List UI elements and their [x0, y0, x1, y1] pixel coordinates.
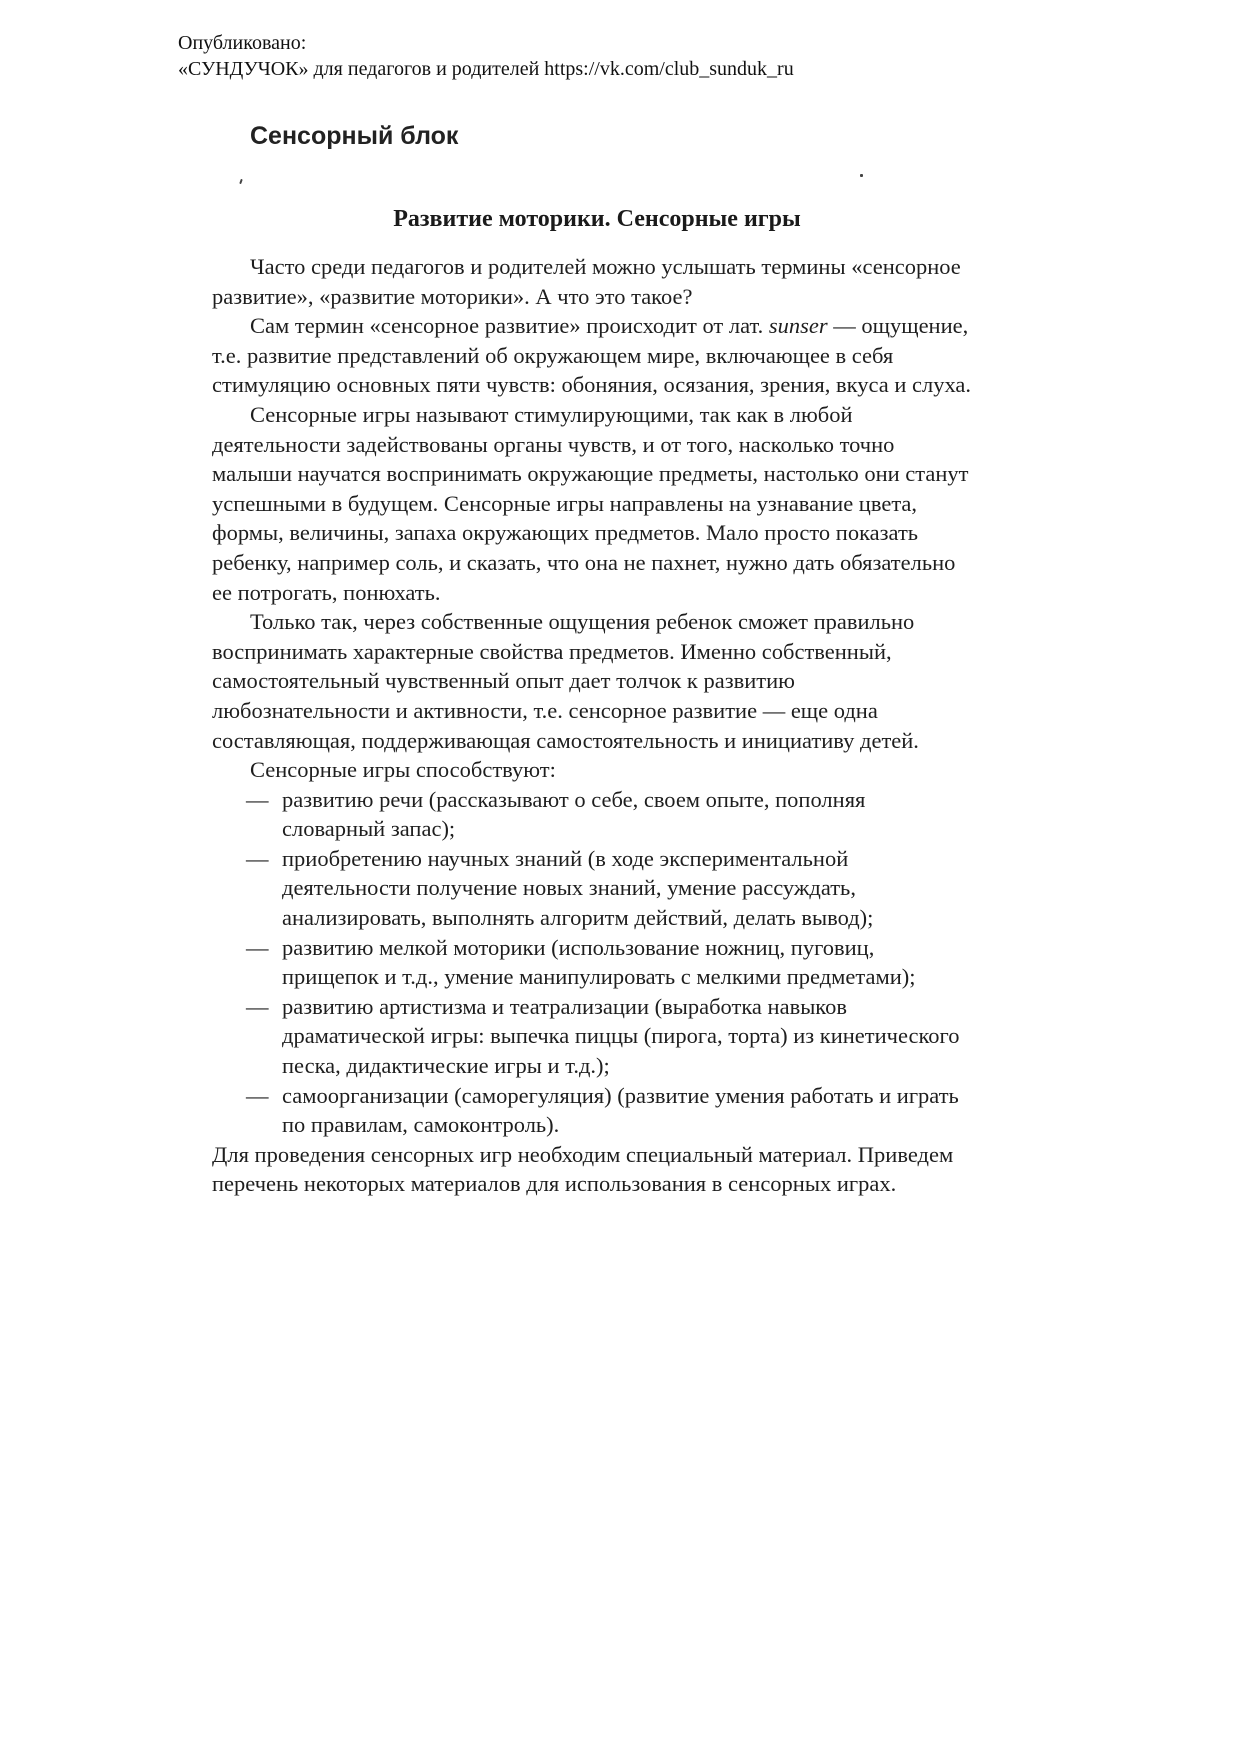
list-item-text: приобретению научных знаний (в ходе экспериментальной деятельности получение новых знаний, умение рассуждать, анализировать, выполнять алгоритм действий, делать вывод); [282, 845, 874, 931]
list-item [212, 1081, 972, 1140]
list-item [212, 992, 972, 1081]
list-item [212, 933, 972, 992]
list-intro: Сенсорные игры способствуют: [250, 757, 556, 783]
benefits-list [212, 785, 972, 1140]
dash: — [246, 993, 269, 1019]
source-line: «СУНДУЧОК» для педагогов и родителей https://vk.com/club_sunduk_ru [178, 58, 794, 80]
dash: — [246, 845, 269, 871]
published-header [178, 30, 794, 82]
paragraph [212, 311, 972, 400]
list-item-text: развитию речи (рассказывают о себе, своем опыте, пополняя словарный запас); [282, 786, 866, 842]
list-item-text: развитию артистизма и театрализации (выработка навыков драматической игры: выпечка пиццы (пирога, торта) из кинетического песка, дидактические игры и т.д.); [282, 993, 960, 1079]
list-item-text: развитию мелкой моторики (использование ножниц, пуговиц, прищепок и т.д., умение манипулировать с мелкими предметами); [282, 934, 916, 990]
list-item [212, 844, 972, 933]
list-item-text: самоорганизации (саморегуляция) (развитие умения работать и играть по правилам, самоконтроль). [282, 1082, 959, 1138]
final-paragraph: Для проведения сенсорных игр необходим специальный материал. Приведем перечень некоторых материалов для использования в сенсорных играх. [212, 1141, 954, 1197]
paragraph: Часто среди педагогов и родителей можно услышать термины «сенсорное развитие», «развитие моторики». А что это такое? [212, 254, 961, 309]
dash: — [246, 934, 269, 960]
paragraph-text: — ощущение, т.е. развитие представлений об окружающем мире, включающее в себя стимуляцию основных пяти чувств: обоняния, осязания, зрения, вкуса и слуха. [212, 313, 972, 398]
article-title: Развитие моторики. Сенсорные игры [393, 206, 801, 232]
article-body [212, 252, 972, 1199]
paragraph: Сенсорные игры называют стимулирующими, так как в любой деятельности задействованы органы чувств, и от того, насколько точно малыши научатся воспринимать окружающие предметы, настолько они станут успешными в будущем. Сенсорные игры направлены на узнавание цвета, формы, величины, запаха окружающих предметов. Мало просто показать ребенку, например соль, и сказать, что она не пахнет, нужно дать обязательно ее потрогать, понюхать. [212, 401, 969, 605]
section-title: Сенсорный блок [250, 122, 459, 150]
paragraph-text: Сам термин «сенсорное развитие» происходит от лат. [250, 313, 769, 339]
paragraph: Только так, через собственные ощущения ребенок сможет правильно воспринимать характерные свойства предметов. Именно собственный, самостоятельный чувственный опыт дает толчок к развитию любознательности и активности, т.е. сенсорное развитие — еще одна составляющая, поддерживающая самостоятельность и инициативу детей. [212, 609, 919, 753]
scan-speck [860, 174, 863, 177]
list-item [212, 785, 972, 844]
latin-term: sunser [768, 313, 828, 339]
dash: — [246, 786, 269, 812]
dash: — [246, 1082, 269, 1108]
published-label: Опубликовано: [178, 32, 307, 54]
scan-speck [239, 179, 243, 184]
